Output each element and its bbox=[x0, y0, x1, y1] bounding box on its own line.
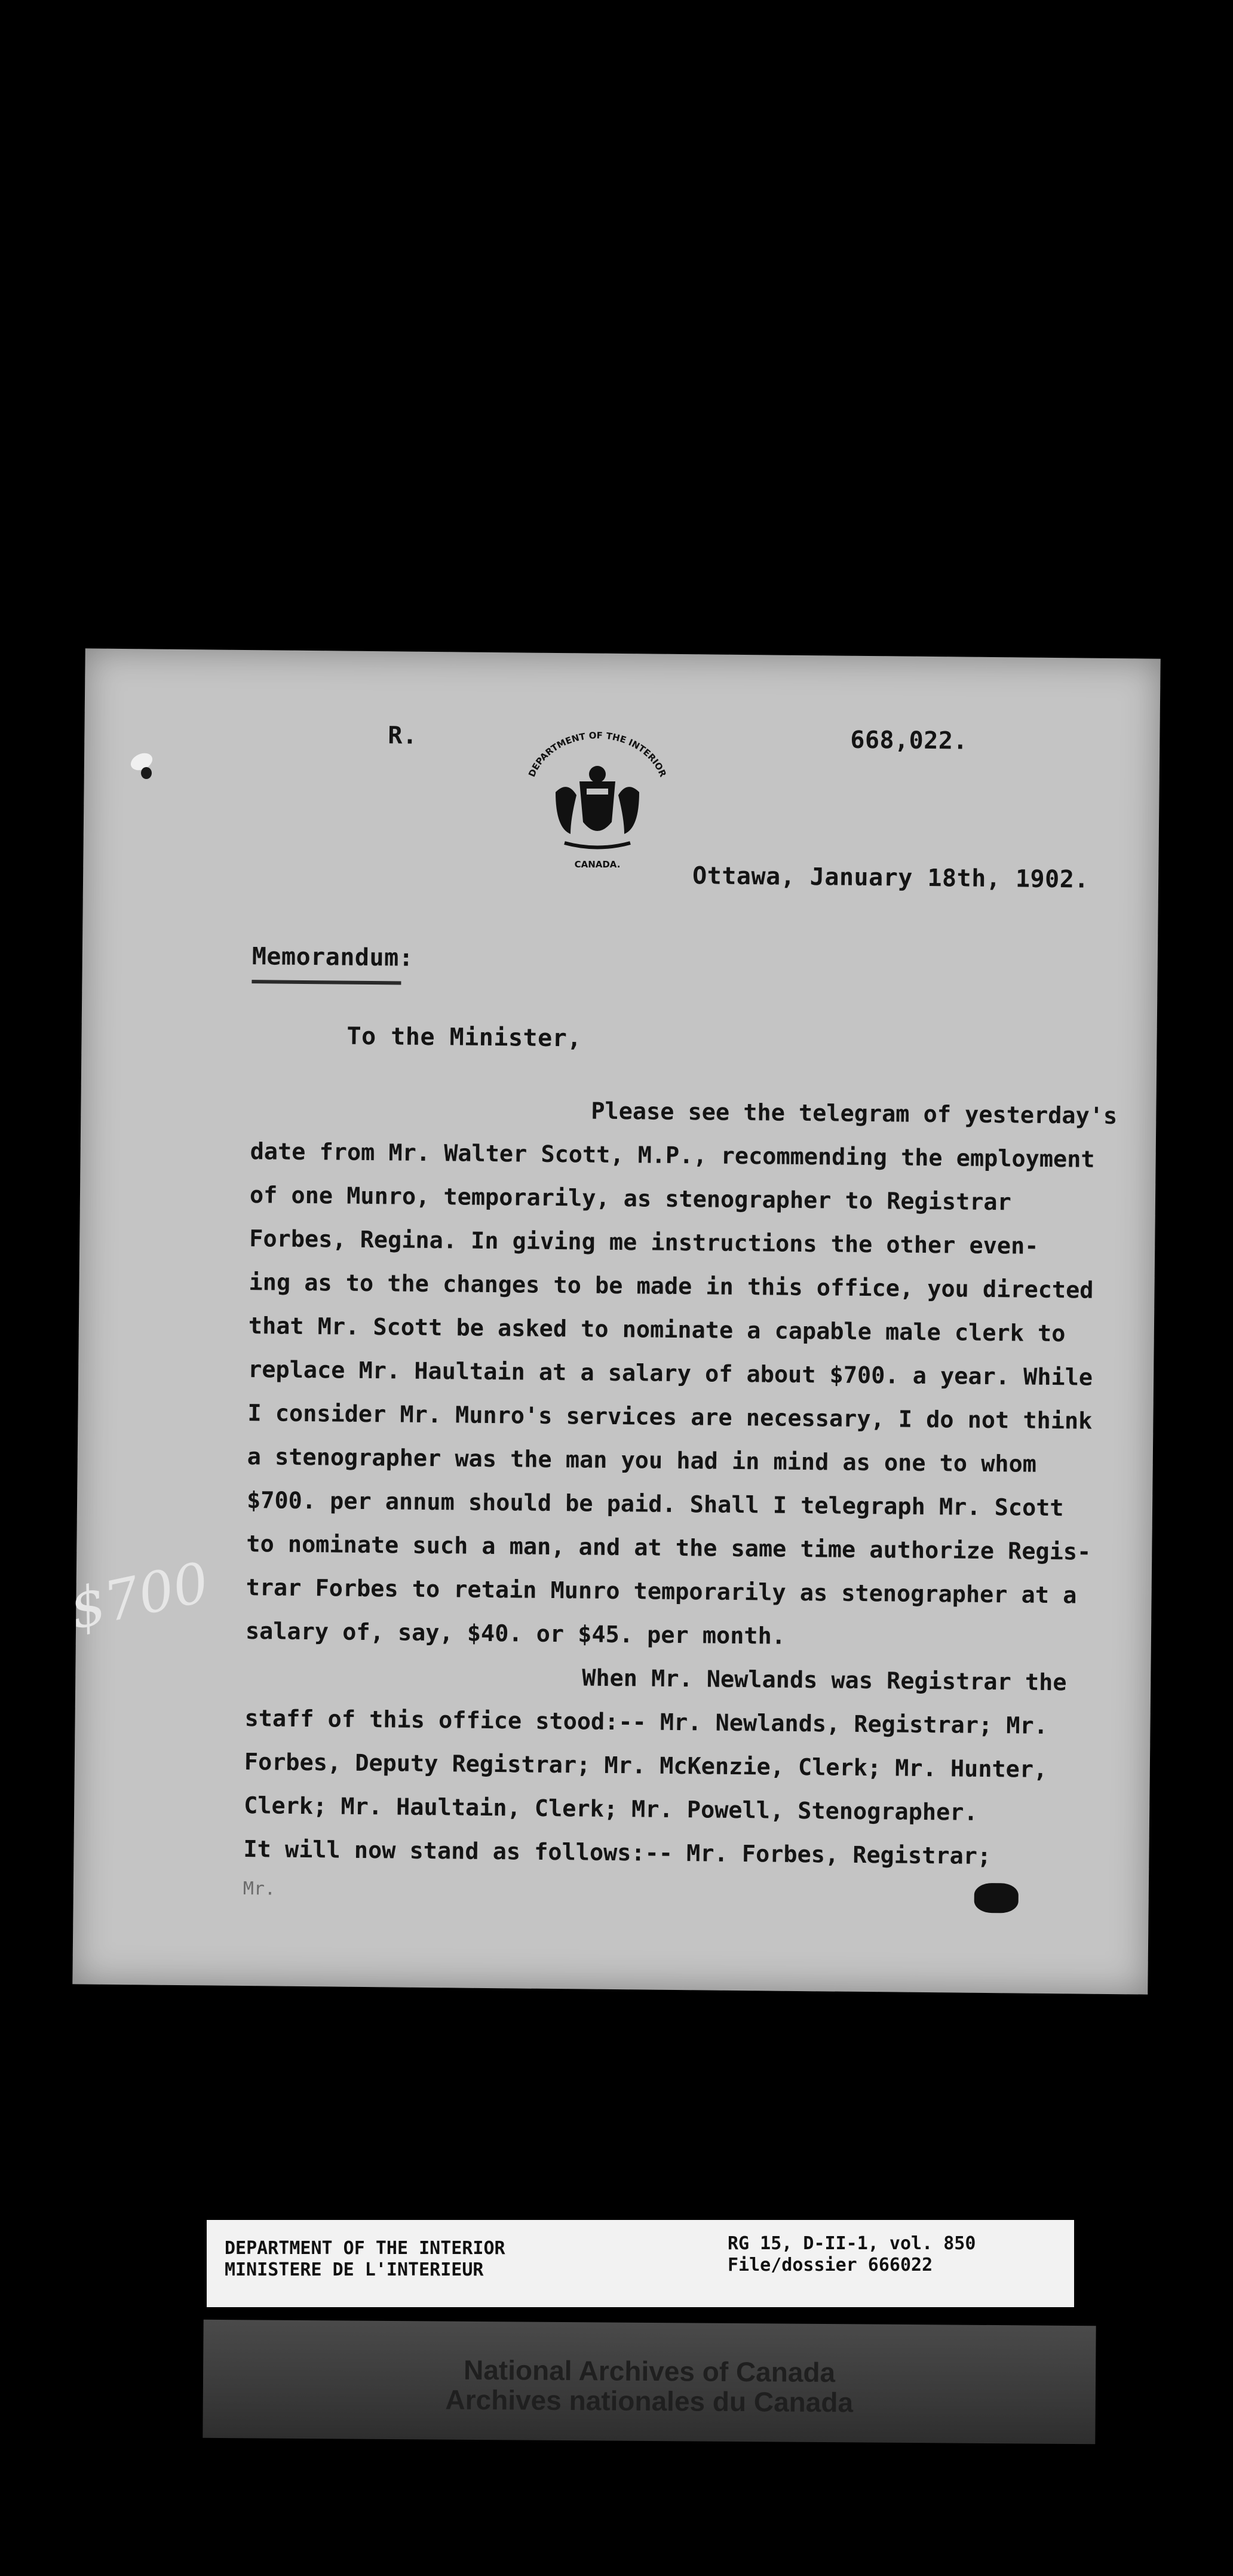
body-line: a stenographer was the man you had in mind as one to whom bbox=[247, 1443, 1037, 1478]
memo-heading: Memorandum: bbox=[251, 943, 414, 972]
department-seal-icon bbox=[490, 726, 705, 870]
body-line: to nominate such a man, and at the same time authorize Regis- bbox=[246, 1531, 1091, 1566]
svg-text:CANADA.: CANADA. bbox=[574, 859, 621, 870]
body-line: $700. per annum should be paid. Shall I telegraph Mr. Scott bbox=[246, 1487, 1064, 1522]
body-line: of one Munro, temporarily, as stenographer to Registrar bbox=[249, 1182, 1012, 1216]
file-ref: File/dossier 666022 bbox=[728, 2255, 933, 2276]
reference: RG 15, D-II-1, vol. 850 bbox=[728, 2233, 976, 2254]
body-line: When Mr. Newlands was Registrar the bbox=[582, 1664, 1067, 1697]
body-line: that Mr. Scott be asked to nominate a capable male clerk to bbox=[248, 1312, 1066, 1348]
body-line: Forbes, Deputy Registrar; Mr. McKenzie, Clerk; Mr. Hunter, bbox=[244, 1749, 1048, 1783]
archives-name-fr: Archives nationales du Canada bbox=[445, 2384, 854, 2418]
dept-en: DEPARTMENT OF THE INTERIOR bbox=[225, 2238, 505, 2259]
body-line: trar Forbes to retain Munro temporarily as stenographer at a bbox=[246, 1574, 1077, 1609]
body-line: I consider Mr. Munro's services are necessary, I do not think bbox=[247, 1400, 1093, 1435]
punch-hole-shadow bbox=[141, 767, 152, 779]
body-line: date from Mr. Walter Scott, M.P., recommending the employment bbox=[250, 1138, 1095, 1173]
file-number: 668,022. bbox=[850, 726, 968, 755]
body-line: staff of this office stood:-- Mr. Newlands, Registrar; Mr. bbox=[244, 1705, 1048, 1740]
margin-pencil-note: $700 bbox=[64, 1550, 214, 1642]
svg-text:DEPARTMENT OF THE INTERIOR: DEPARTMENT OF THE INTERIOR bbox=[526, 729, 668, 779]
reference-letter: R. bbox=[388, 722, 418, 750]
salutation: To the Minister, bbox=[346, 1022, 582, 1053]
body-line: It will now stand as follows:-- Mr. Forbes, Registrar; bbox=[243, 1836, 992, 1870]
ink-blot bbox=[974, 1883, 1019, 1913]
archives-banner bbox=[203, 2320, 1096, 2444]
body-line: Clerk; Mr. Haultain, Clerk; Mr. Powell, Stenographer. bbox=[243, 1792, 978, 1826]
body-line: ing as to the changes to be made in this office, you directed bbox=[249, 1269, 1094, 1304]
body-line: Forbes, Regina. In giving me instructions the other even- bbox=[249, 1225, 1039, 1260]
body-line: replace Mr. Haultain at a salary of about $700. a year. While bbox=[247, 1356, 1093, 1391]
dateline: Ottawa, January 18th, 1902. bbox=[692, 862, 1090, 894]
faint-footer-mark: Mr. bbox=[243, 1878, 276, 1900]
archives-name-en: National Archives of Canada bbox=[463, 2354, 836, 2388]
catalog-label bbox=[207, 2220, 1074, 2307]
body-line: salary of, say, $40. or $45. per month. bbox=[245, 1618, 786, 1650]
memo-underline bbox=[251, 980, 401, 985]
body-line: Please see the telegram of yesterday's bbox=[591, 1097, 1118, 1130]
dept-fr: MINISTERE DE L'INTERIEUR bbox=[225, 2259, 484, 2280]
